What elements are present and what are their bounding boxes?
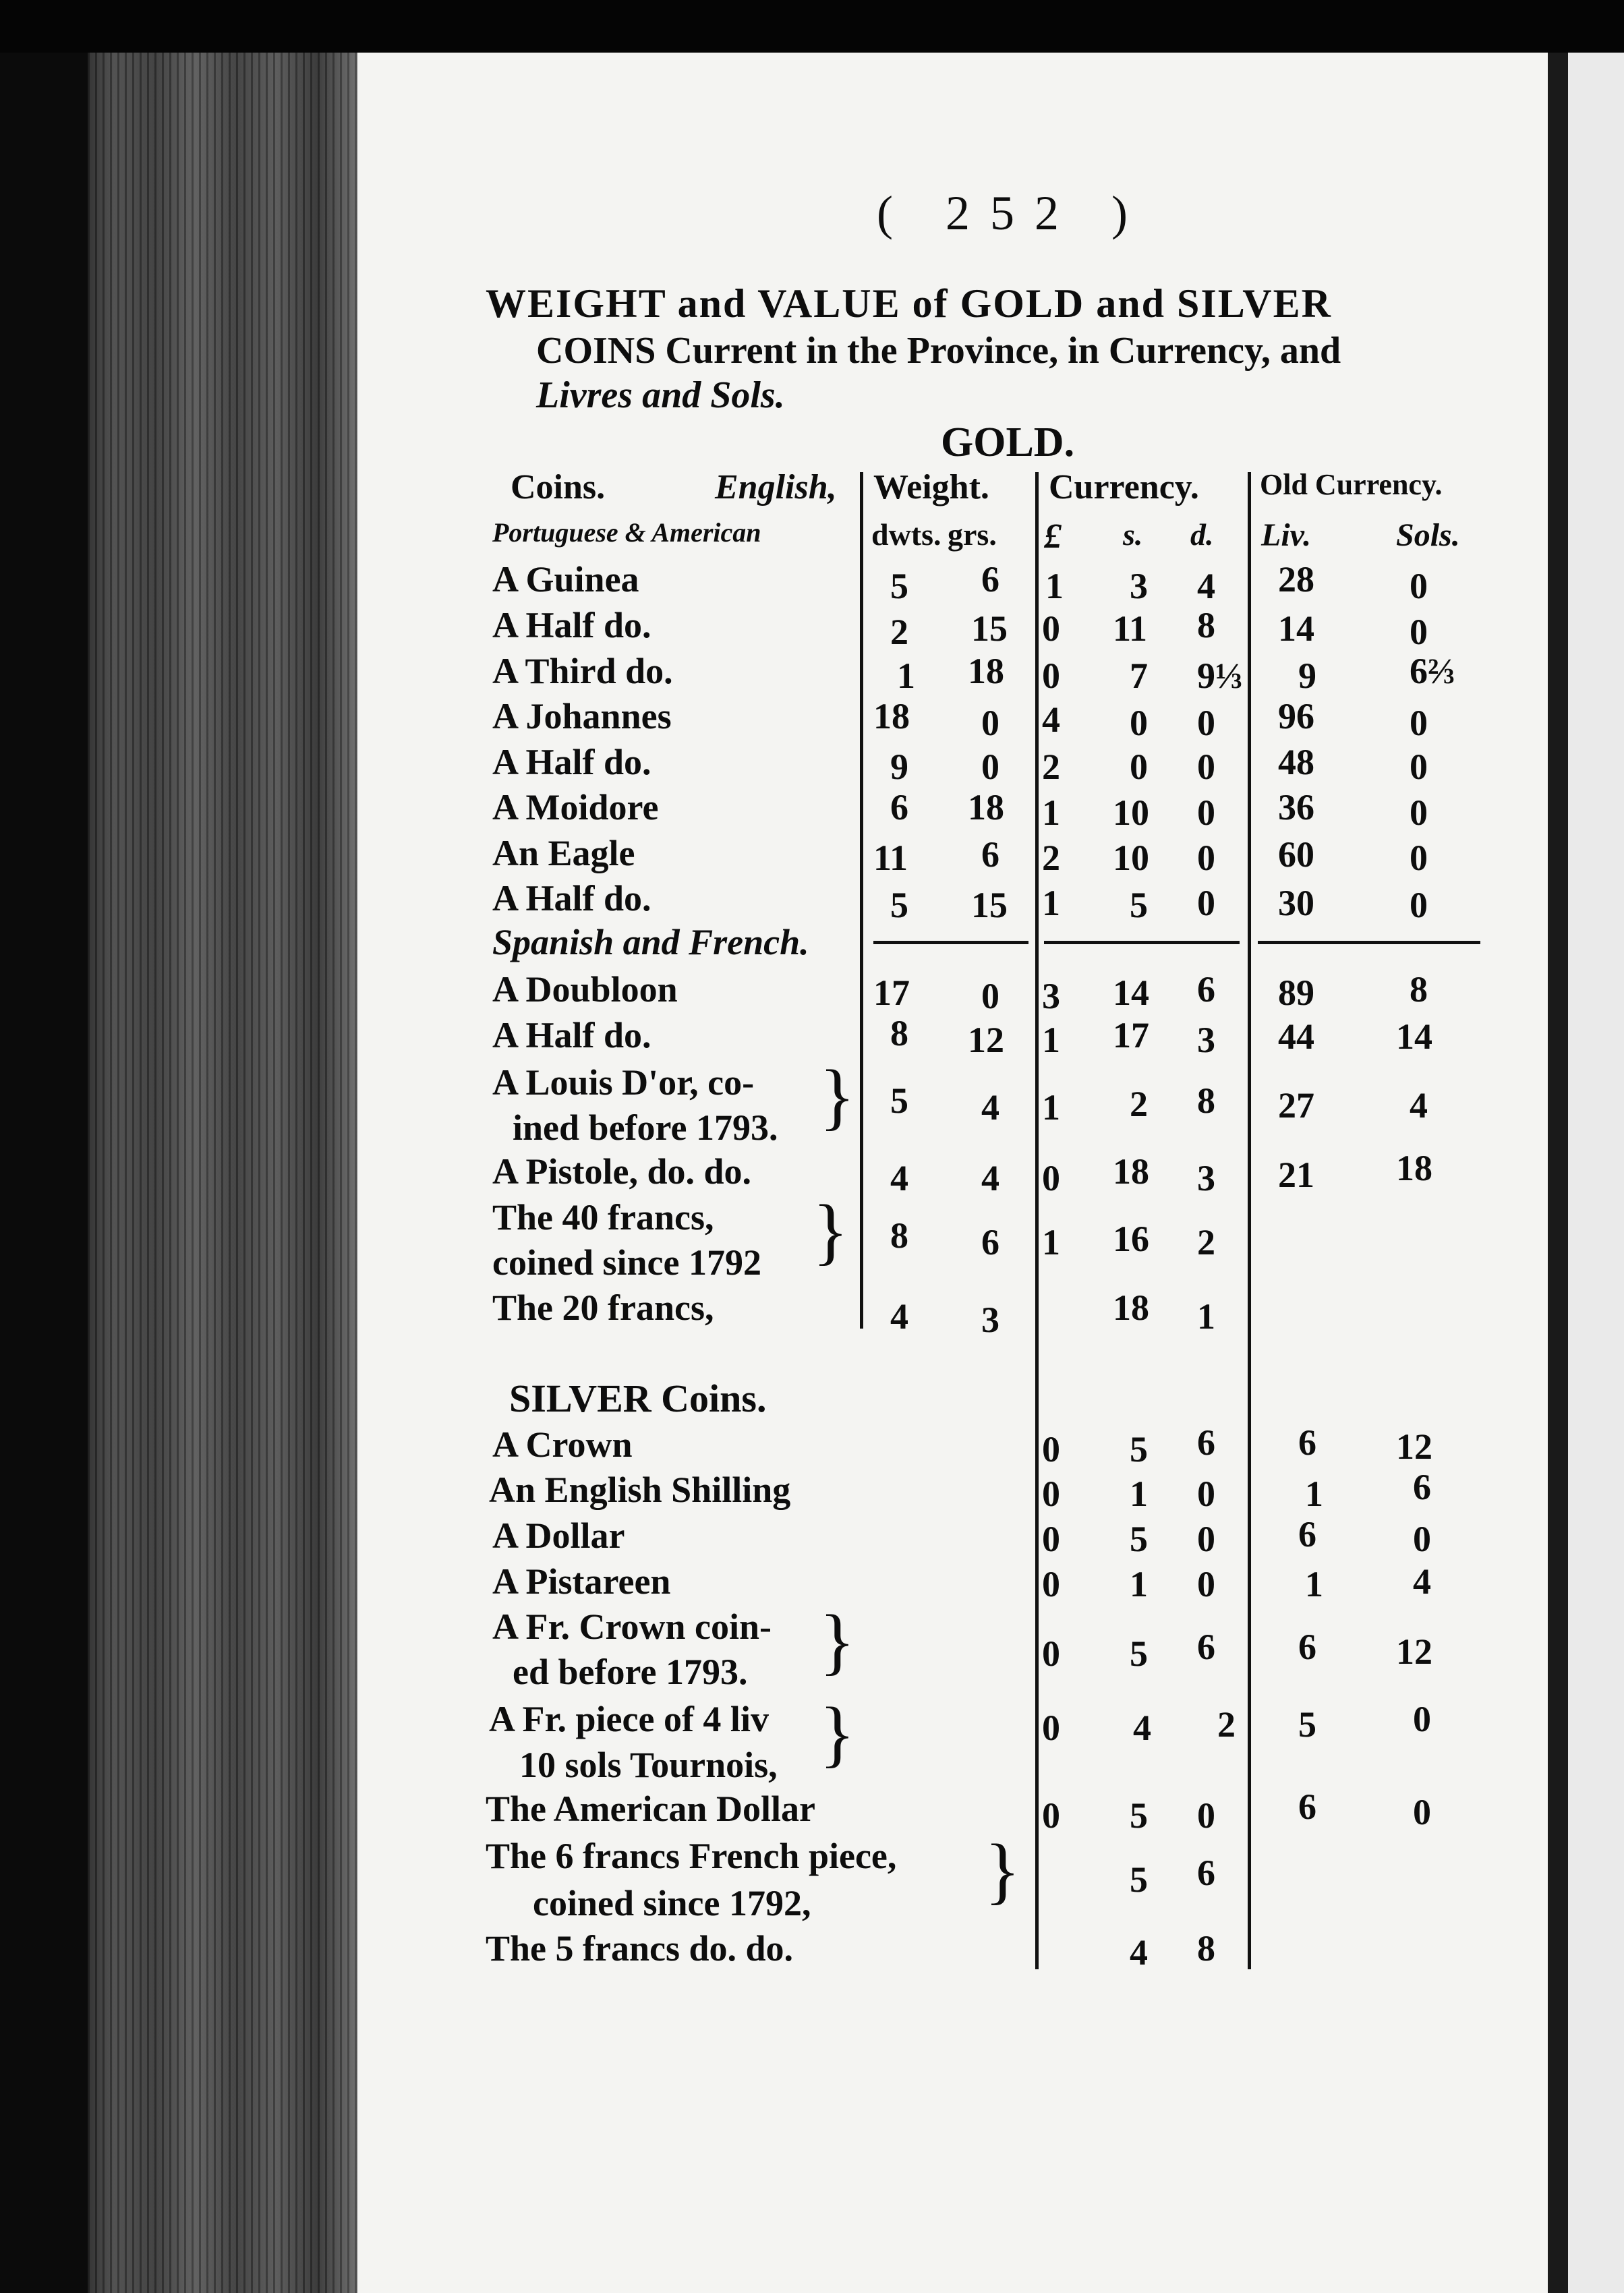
coin-name: A Moidore — [492, 787, 659, 828]
sols-value: 6⅔ — [1410, 651, 1455, 691]
pound-value: 0 — [1042, 1633, 1060, 1674]
sols-value: 0 — [1413, 1519, 1431, 1559]
dwts-value: 18 — [873, 696, 910, 736]
page-number: ( 252 ) — [877, 186, 1148, 240]
livres-value: 60 — [1278, 834, 1314, 875]
sols-value: 0 — [1410, 747, 1428, 787]
pound-value: 0 — [1042, 1708, 1060, 1748]
pound-value: 1 — [1045, 566, 1064, 606]
pound-value: 0 — [1042, 1519, 1060, 1559]
coin-name: A Johannes — [492, 696, 672, 736]
pound-value: 2 — [1042, 747, 1060, 787]
livres-value: 1 — [1305, 1564, 1323, 1604]
pence-value: 4 — [1197, 566, 1215, 606]
coin-name-continued: 10 sols Tournois, — [519, 1745, 778, 1785]
shilling-value: 5 — [1130, 1429, 1148, 1470]
pound-value: 1 — [1042, 1087, 1060, 1128]
sols-value: 0 — [1413, 1792, 1431, 1832]
header-old-currency: Old Currency. — [1260, 468, 1443, 501]
pence-value: 0 — [1197, 838, 1215, 878]
shilling-value: 0 — [1130, 747, 1148, 787]
header-pence: d. — [1190, 517, 1214, 552]
grs-value: 6 — [981, 1222, 999, 1262]
dwts-value: 8 — [890, 1215, 908, 1256]
header-english: English, — [715, 468, 837, 506]
pound-value: 0 — [1042, 1429, 1060, 1470]
dwts-value: 9 — [890, 747, 908, 787]
silver-heading: SILVER Coins. — [509, 1376, 767, 1420]
coin-name: An Eagle — [492, 833, 635, 873]
dwts-value: 6 — [890, 787, 908, 828]
pence-value: 0 — [1197, 703, 1215, 743]
livres-value: 27 — [1278, 1085, 1314, 1126]
pence-value: 0 — [1197, 1795, 1215, 1836]
page-gutter — [1548, 53, 1568, 2293]
pound-value: 0 — [1042, 1795, 1060, 1836]
pound-value: 0 — [1042, 1474, 1060, 1514]
coin-name-continued: coined since 1792, — [533, 1883, 811, 1923]
sols-value: 18 — [1396, 1148, 1432, 1188]
coin-name: A Fr. Crown coin- — [492, 1606, 772, 1647]
sols-value: 0 — [1410, 612, 1428, 652]
pence-value: 6 — [1197, 969, 1215, 1010]
gold-heading: GOLD. — [941, 419, 1075, 465]
shilling-value: 4 — [1130, 1932, 1148, 1973]
pound-value: 1 — [1042, 792, 1060, 833]
pence-value: 8 — [1197, 605, 1215, 645]
shilling-value: 5 — [1130, 1859, 1148, 1900]
grs-value: 0 — [981, 976, 999, 1016]
dwts-value: 2 — [890, 612, 908, 652]
grs-value: 15 — [971, 885, 1008, 925]
sols-value: 0 — [1410, 703, 1428, 743]
shilling-value: 5 — [1130, 1633, 1148, 1674]
sols-value: 6 — [1413, 1467, 1431, 1507]
coin-name: A Doubloon — [492, 969, 678, 1010]
shilling-value: 10 — [1113, 792, 1149, 833]
livres-value: 96 — [1278, 696, 1314, 736]
sols-value: 12 — [1396, 1631, 1432, 1672]
shilling-value: 4 — [1133, 1708, 1151, 1748]
pound-value: 3 — [1042, 976, 1060, 1016]
grs-value: 18 — [968, 651, 1004, 691]
coin-name: A Half do. — [492, 605, 651, 645]
livres-value: 28 — [1278, 559, 1314, 600]
livres-value: 6 — [1298, 1422, 1316, 1463]
coin-name: The 20 francs, — [492, 1287, 714, 1328]
coin-name: A Guinea — [492, 559, 639, 600]
pence-value: 0 — [1197, 747, 1215, 787]
pence-value: 3 — [1197, 1158, 1215, 1198]
coin-name: A Fr. piece of 4 liv — [489, 1699, 769, 1739]
pence-value: 0 — [1197, 1519, 1215, 1559]
dwts-value: 5 — [890, 566, 908, 606]
pence-value: 0 — [1197, 792, 1215, 833]
shilling-value: 5 — [1130, 1519, 1148, 1559]
pence-value: 1 — [1197, 1296, 1215, 1337]
sols-value: 8 — [1410, 969, 1428, 1010]
coin-name: A Half do. — [492, 742, 651, 782]
pound-value: 0 — [1042, 608, 1060, 649]
grs-value: 0 — [981, 703, 999, 743]
livres-value: 1 — [1305, 1474, 1323, 1514]
rule-coins — [860, 472, 863, 1329]
sols-value: 4 — [1410, 1085, 1428, 1126]
livres-value: 6 — [1298, 1787, 1316, 1827]
shilling-value: 2 — [1130, 1084, 1148, 1124]
shilling-value: 11 — [1113, 608, 1148, 649]
sols-value: 0 — [1413, 1699, 1431, 1739]
livres-value: 44 — [1278, 1016, 1314, 1057]
dwts-value: 4 — [890, 1296, 908, 1337]
dwts-value: 5 — [890, 1080, 908, 1121]
coin-name: An English Shilling — [489, 1470, 791, 1510]
livres-value: 30 — [1278, 883, 1314, 923]
pound-value: 0 — [1042, 656, 1060, 696]
grs-value: 3 — [981, 1300, 999, 1340]
shilling-value: 17 — [1113, 1015, 1149, 1055]
rule-weight — [1035, 472, 1039, 1969]
pound-value: 0 — [1042, 1158, 1060, 1198]
shilling-value: 0 — [1130, 703, 1148, 743]
coin-name: A Pistole, do. do. — [492, 1151, 752, 1192]
grs-value: 4 — [981, 1087, 999, 1128]
sols-value: 12 — [1396, 1426, 1432, 1467]
pence-value: 9⅓ — [1197, 656, 1243, 696]
coin-name: A Louis D'or, co- — [492, 1062, 755, 1103]
livres-value: 14 — [1278, 608, 1314, 649]
header-livres: Liv. — [1261, 517, 1312, 553]
pence-value: 6 — [1197, 1853, 1215, 1893]
grs-value: 0 — [981, 747, 999, 787]
sols-value: 4 — [1413, 1561, 1431, 1602]
grs-value: 15 — [971, 608, 1008, 649]
coin-name: A Half do. — [492, 1015, 651, 1055]
subtitle-line-2: Livres and Sols. — [536, 374, 785, 416]
shilling-value: 5 — [1130, 885, 1148, 925]
sols-value: 14 — [1396, 1016, 1432, 1057]
brace-icon: } — [813, 1190, 848, 1272]
facing-page-edge — [1568, 53, 1624, 2293]
pence-value: 0 — [1197, 1474, 1215, 1514]
coin-name-continued: coined since 1792 — [492, 1242, 761, 1283]
brace-icon: } — [819, 1600, 855, 1682]
grs-value: 4 — [981, 1158, 999, 1198]
header-currency: Currency. — [1049, 468, 1199, 506]
pound-value: 4 — [1042, 699, 1060, 740]
pence-value: 0 — [1197, 883, 1215, 923]
coin-name-continued: ined before 1793. — [513, 1107, 778, 1148]
sols-value: 0 — [1410, 838, 1428, 878]
pound-value: 0 — [1042, 1564, 1060, 1604]
shilling-value: 18 — [1113, 1151, 1149, 1192]
top-shadow — [0, 0, 1624, 53]
sols-value: 0 — [1410, 566, 1428, 606]
dwts-value: 5 — [890, 885, 908, 925]
shilling-value: 3 — [1130, 566, 1148, 606]
dwts-value: 11 — [873, 838, 908, 878]
subtitle-line-1: COINS Current in the Province, in Currency, and — [536, 330, 1341, 372]
grs-value: 18 — [968, 787, 1004, 828]
rule-spanish-weight — [873, 941, 1028, 944]
page-title: WEIGHT and VALUE of GOLD and SILVER — [486, 281, 1332, 326]
shilling-value: 18 — [1113, 1287, 1149, 1328]
sols-value: 0 — [1410, 792, 1428, 833]
book-edge-texture — [88, 53, 357, 2293]
header-grs: grs. — [948, 517, 997, 552]
header-pound: £ — [1044, 517, 1062, 556]
pence-value: 6 — [1197, 1422, 1215, 1463]
pound-value: 2 — [1042, 838, 1060, 878]
livres-value: 6 — [1298, 1627, 1316, 1667]
pence-value: 0 — [1197, 1564, 1215, 1604]
header-weight: Weight. — [873, 468, 989, 506]
livres-value: 21 — [1278, 1155, 1314, 1195]
coin-name: A Third do. — [492, 651, 673, 691]
brace-icon: } — [819, 1055, 855, 1137]
livres-value: 48 — [1278, 742, 1314, 782]
header-sols: Sols. — [1396, 517, 1460, 553]
livres-value: 36 — [1278, 787, 1314, 828]
livres-value: 9 — [1298, 656, 1316, 696]
pence-value: 8 — [1197, 1080, 1215, 1121]
coin-name: A Pistareen — [492, 1561, 671, 1602]
rule-spanish-old — [1258, 941, 1480, 944]
coin-name: The 5 francs do. do. — [486, 1928, 794, 1969]
coin-name: The 40 francs, — [492, 1197, 714, 1238]
coin-name-continued: ed before 1793. — [513, 1652, 748, 1692]
dwts-value: 4 — [890, 1158, 908, 1198]
grs-value: 6 — [981, 559, 999, 600]
dwts-value: 8 — [890, 1013, 908, 1053]
shilling-value: 10 — [1113, 838, 1149, 878]
pence-value: 2 — [1217, 1704, 1236, 1745]
header-portuguese: Portuguese & American — [492, 517, 761, 548]
pence-value: 2 — [1197, 1222, 1215, 1262]
pound-value: 1 — [1042, 883, 1060, 923]
pence-value: 6 — [1197, 1627, 1215, 1667]
pound-value: 1 — [1042, 1020, 1060, 1060]
shilling-value: 1 — [1130, 1474, 1148, 1514]
rule-currency — [1248, 472, 1251, 1969]
spanish-heading: Spanish and French. — [492, 922, 809, 962]
pence-value: 8 — [1197, 1928, 1215, 1969]
shilling-value: 1 — [1130, 1564, 1148, 1604]
livres-value: 5 — [1298, 1704, 1316, 1745]
grs-value: 6 — [981, 834, 999, 875]
coin-name: A Crown — [492, 1424, 633, 1465]
dwts-value: 17 — [873, 973, 910, 1013]
grs-value: 12 — [968, 1020, 1004, 1060]
sols-value: 0 — [1410, 885, 1428, 925]
rule-spanish-currency — [1044, 941, 1240, 944]
livres-value: 6 — [1298, 1514, 1316, 1555]
shilling-value: 5 — [1130, 1795, 1148, 1836]
dwts-value: 1 — [897, 656, 915, 696]
coin-name: The American Dollar — [486, 1789, 815, 1829]
pence-value: 3 — [1197, 1020, 1215, 1060]
header-coins: Coins. — [511, 468, 606, 506]
header-shillings: s. — [1123, 517, 1143, 552]
livres-value: 89 — [1278, 973, 1314, 1013]
shilling-value: 16 — [1113, 1219, 1149, 1259]
shilling-value: 14 — [1113, 973, 1149, 1013]
pound-value: 1 — [1042, 1222, 1060, 1262]
brace-icon: } — [985, 1829, 1020, 1911]
shilling-value: 7 — [1130, 656, 1148, 696]
brace-icon: } — [819, 1692, 855, 1774]
header-dwts: dwts. — [871, 517, 941, 552]
coin-name: A Half do. — [492, 878, 651, 919]
coin-name: A Dollar — [492, 1515, 625, 1556]
coin-name: The 6 francs French piece, — [486, 1836, 897, 1876]
